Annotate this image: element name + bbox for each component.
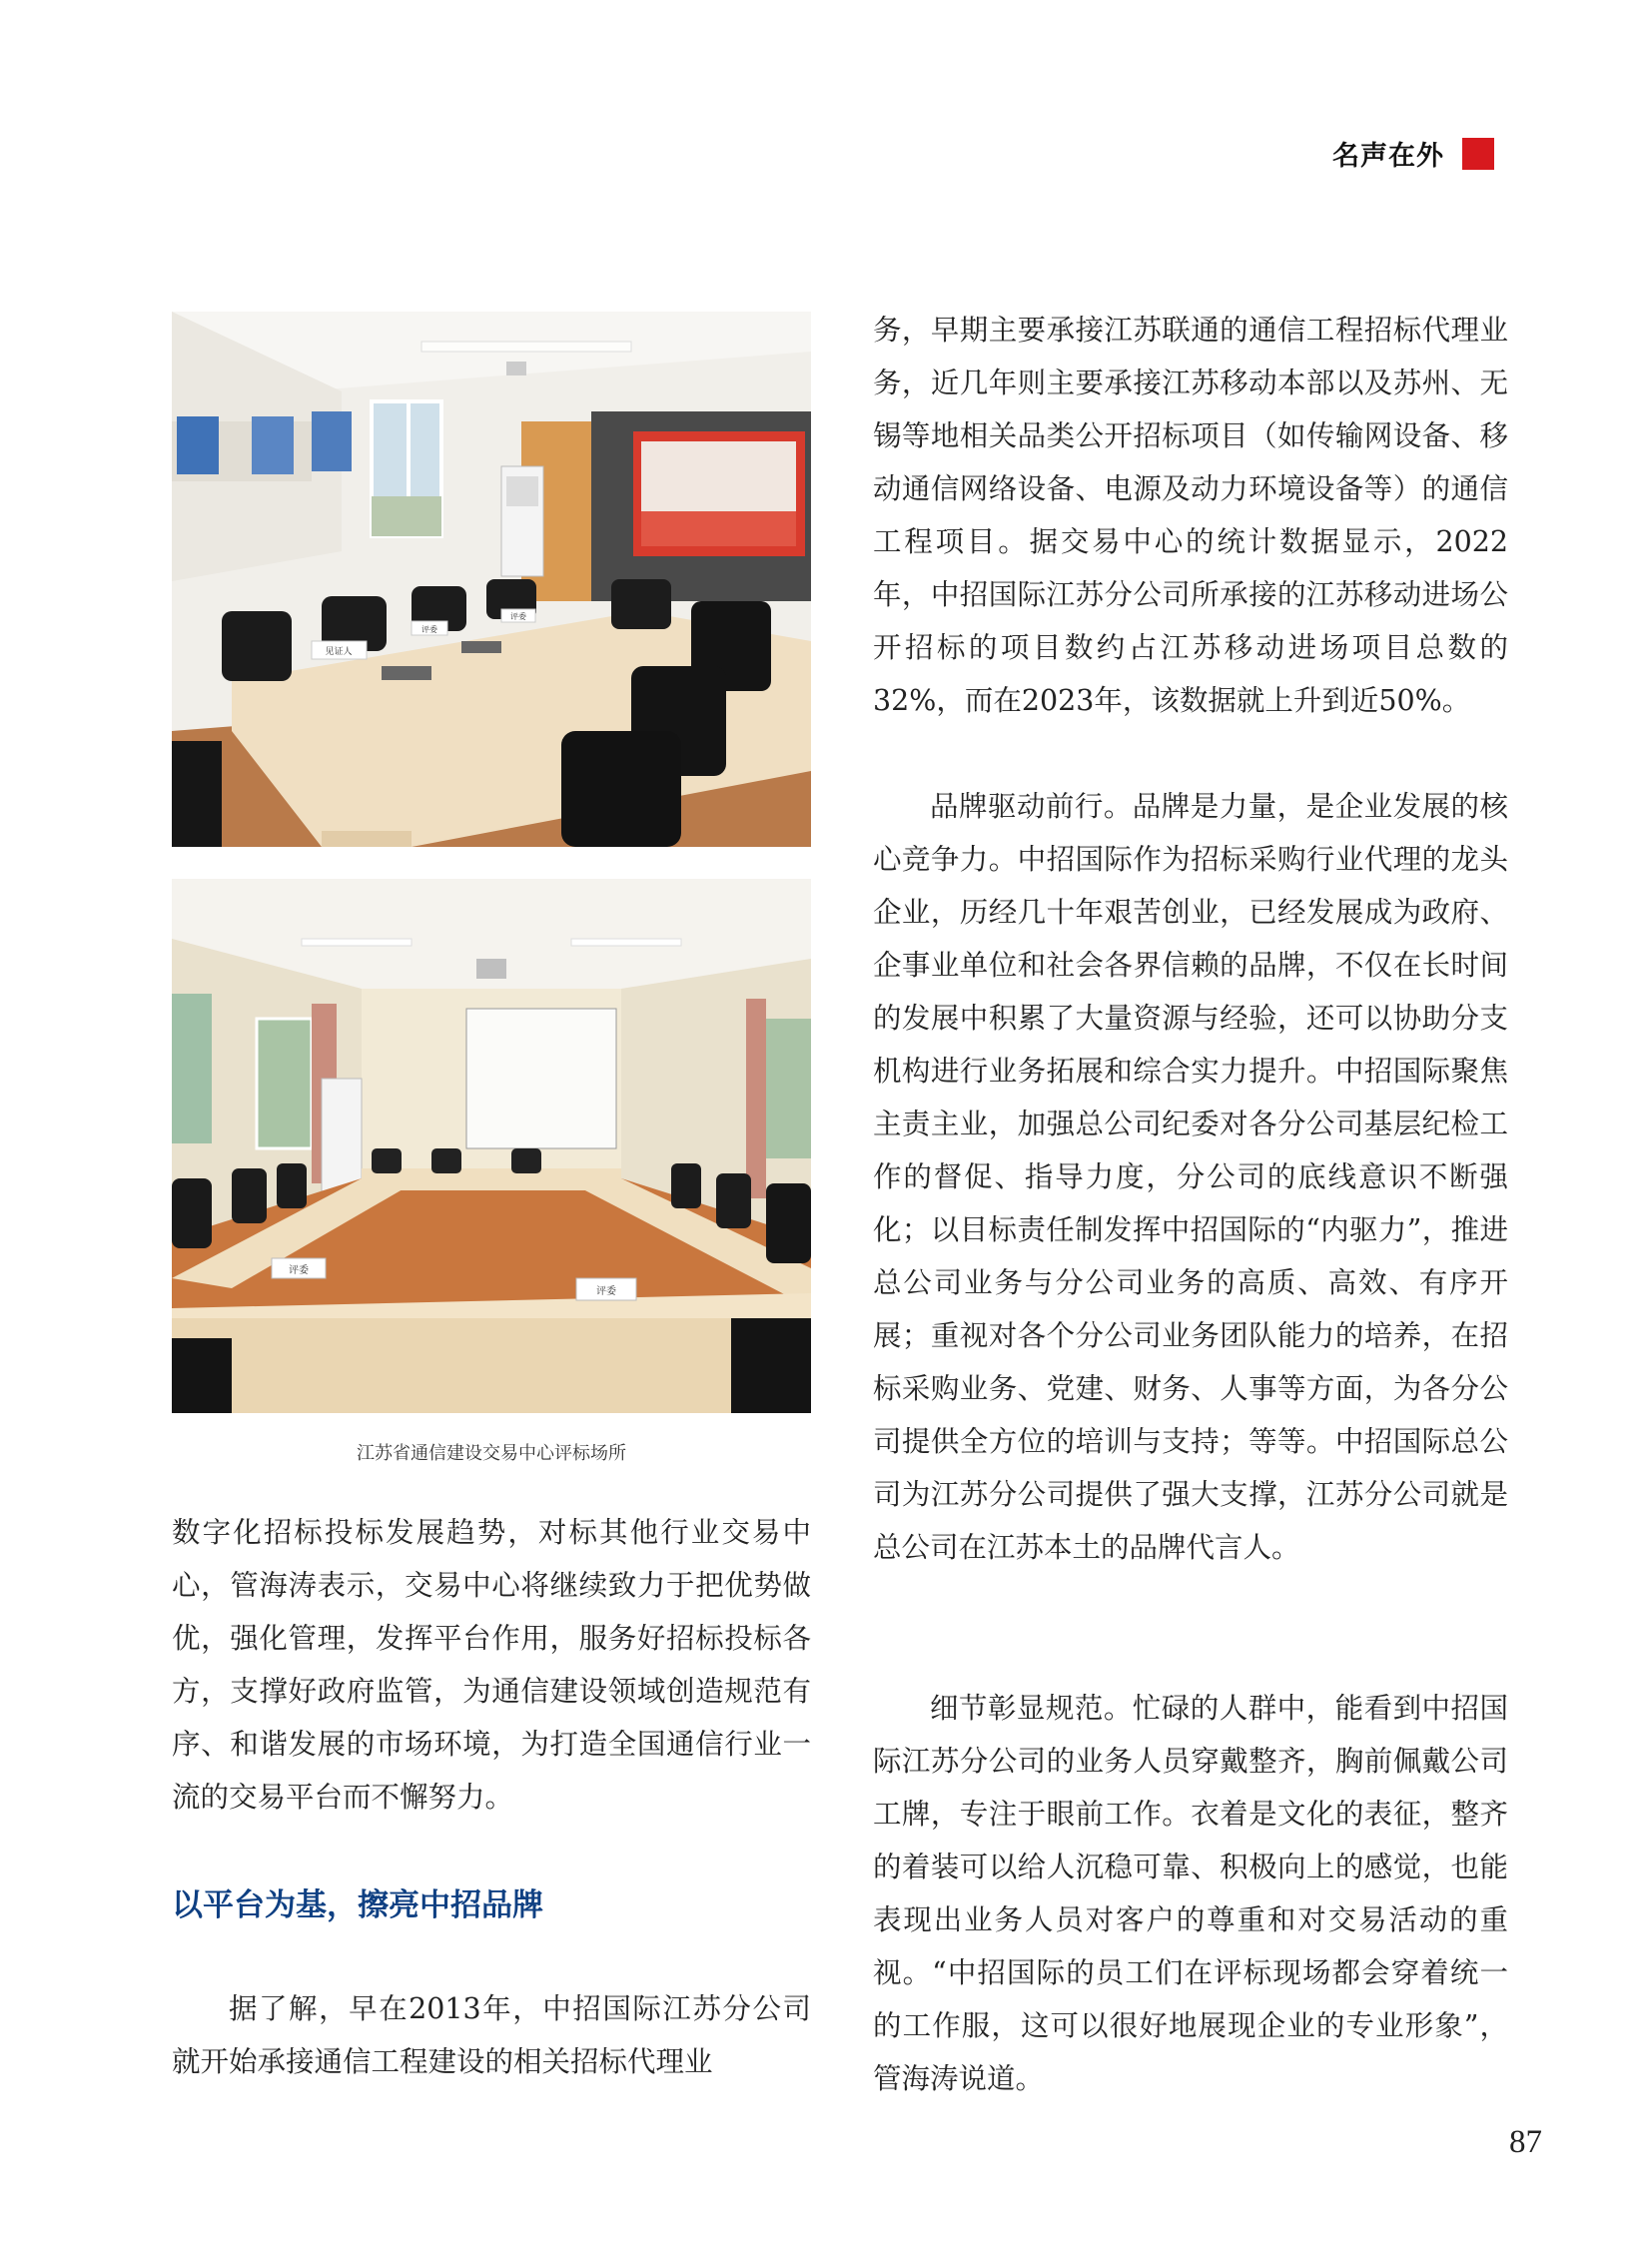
page-number: 87 bbox=[1509, 2124, 1542, 2160]
seat-label-judge: 评委 bbox=[596, 1286, 616, 1297]
right-paragraph-1: 务，早期主要承接江苏联通的通信工程招标代理业务，近几年则主要承接江苏移动本部以及苏州、无锡等地相关品类公开招标项目（如传输网设备、移动通信网络设备、电源及动力环境设备等）的通信工程项目。据交易中心的统计数据显示，2022年，中招国际江苏分公司所承接的江苏移动进场公开招标的项目数约占江苏移动进场项目总数的32%，而在2023年，该数据就上升到近50%。 bbox=[873, 314, 1508, 717]
seat-label-witness: 见证人 bbox=[325, 647, 353, 657]
page-header bbox=[1332, 134, 1494, 173]
seat-label-judge: 评委 bbox=[421, 625, 437, 634]
left-paragraph-1: 数字化招标投标发展趋势，对标其他行业交易中心，管海涛表示，交易中心将继续致力于把优势做优，强化管理，发挥平台作用，服务好招标投标各方，支撑好政府监管，为通信建设领域创造规范有序、和谐发展的市场环境，为打造全国通信行业一流的交易平台而不懈努力。 bbox=[172, 1516, 811, 1814]
right-paragraph-3: 细节彰显规范。忙碌的人群中，能看到中招国际江苏分公司的业务人员穿戴整齐，胸前佩戴公司工牌，专注于眼前工作。衣着是文化的表征，整齐的着装可以给人沉稳可靠、积极向上的感觉，也能表现出业务人员对客户的尊重和对交易活动的重视。“中招国际的员工们在评标现场都会穿着统一的工作服，这可以很好地展现企业的专业形象”，管海涛说道。 bbox=[873, 1692, 1508, 2095]
meeting-room-photo-2 bbox=[172, 879, 811, 1413]
meeting-room-photo-1 bbox=[172, 312, 811, 847]
section-marker-square bbox=[1462, 138, 1494, 170]
section-name: 名声在外 bbox=[1332, 141, 1444, 172]
right-paragraph-2: 品牌驱动前行。品牌是力量，是企业发展的核心竞争力。中招国际作为招标采购行业代理的龙头企业，历经几十年艰苦创业，已经发展成为政府、企事业单位和社会各界信赖的品牌，不仅在长时间的发展中积累了大量资源与经验，还可以协助分支机构进行业务拓展和综合实力提升。中招国际聚焦主责主业，加强总公司纪委对各分公司基层纪检工作的督促、指导力度，分公司的底线意识不断强化；以目标责任制发挥中招国际的“内驱力”，推进总公司业务与分公司业务的高质、高效、有序开展；重视对各个分公司业务团队能力的培养，在招标采购业务、党建、财务、人事等方面，为各分公司提供全方位的培训与支持；等等。中招国际总公司为江苏分公司提供了强大支撑，江苏分公司就是总公司在江苏本土的品牌代言人。 bbox=[873, 790, 1508, 1564]
section-subheading: 以平台为基，擦亮中招品牌 bbox=[172, 1887, 543, 1923]
seat-label-judge: 评委 bbox=[510, 612, 526, 621]
seat-label-judge: 评委 bbox=[289, 1265, 309, 1276]
left-paragraph-2: 据了解，早在2013年，中招国际江苏分公司就开始承接通信工程建设的相关招标代理业 bbox=[172, 1992, 811, 2078]
photo-caption: 江苏省通信建设交易中心评标场所 bbox=[357, 1443, 626, 1464]
